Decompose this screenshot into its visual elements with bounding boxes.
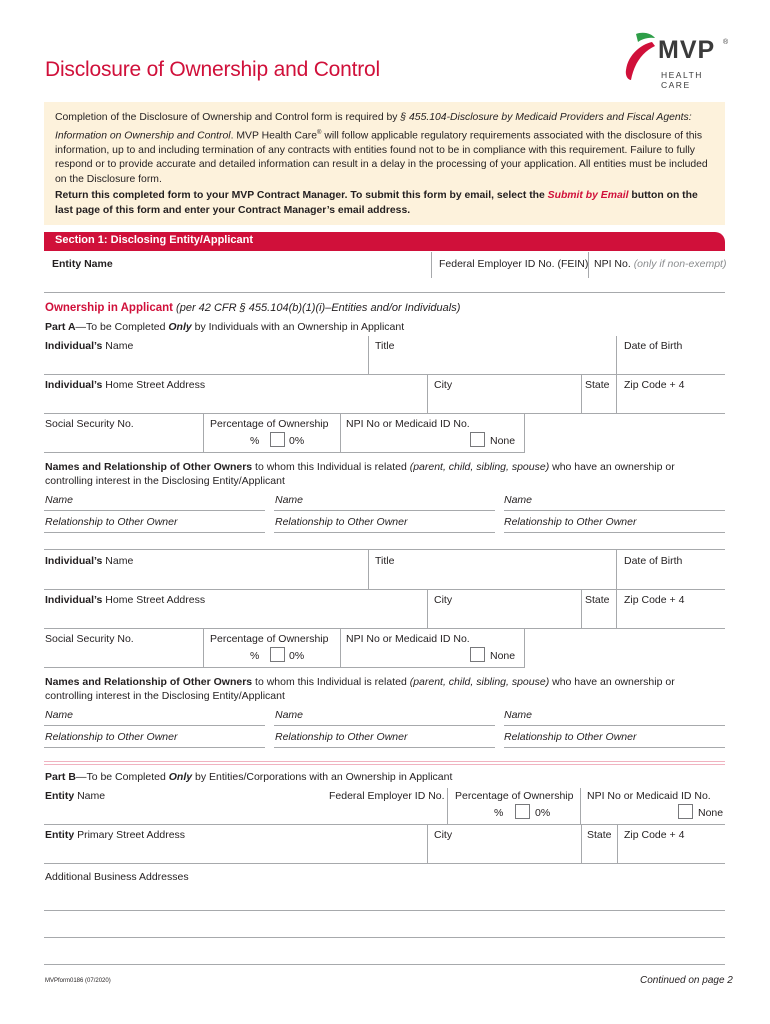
leaf-icon xyxy=(622,30,662,85)
dob-label: Date of Birth xyxy=(624,340,683,352)
entity-pct-ownership-label: Percentage of Ownership xyxy=(455,790,574,802)
home-address-label: Individual’s Home Street Address xyxy=(45,379,206,391)
entity-city-label: City xyxy=(434,829,453,841)
other-owner-name-3: Name xyxy=(504,494,533,506)
npi-label: NPI No. (only if non-exempt) xyxy=(594,258,727,270)
page-title: Disclosure of Ownership and Control xyxy=(45,58,380,81)
ssn-label: Social Security No. xyxy=(45,418,134,430)
pct-ownership-checkbox[interactable] xyxy=(270,647,285,662)
intro-paragraph: Completion of the Disclosure of Ownership and Control form is required by § 455.104-Disclosure by Medicaid Providers and Fiscal Agents: Information on Ownership and Control. MVP Health Care® will follow applicable regulatory requirements associated with the disclosure of this information, up to and including termination of any contracts with entities found not to be in compliance with this requirement. Failure to fully respond or to provide accurate and detailed information can result in a delay in the processing of your application. All entities must be included on the Disclosure form. xyxy=(55,112,708,185)
ownership-heading: Ownership in Applicant (per 42 CFR § 455.104(b)(1)(i)–Entities and/or Individuals) xyxy=(45,302,461,314)
other-owner-name-2: Name xyxy=(275,709,304,721)
npi-medicaid-label: NPI No or Medicaid ID No. xyxy=(346,633,470,645)
other-owner-relationship-2: Relationship to Other Owner xyxy=(275,516,408,528)
section-1-header: Section 1: Disclosing Entity/Applicant xyxy=(44,232,725,251)
zip-label: Zip Code + 4 xyxy=(624,594,685,606)
form-id: MVPform0186 (07/2020) xyxy=(45,978,111,984)
entity-npi-none-label: None xyxy=(698,807,724,819)
entity-pct-sign: % xyxy=(494,807,504,819)
state-label: State xyxy=(585,379,610,391)
individual-name-label: Individual’s Name xyxy=(45,555,134,567)
submit-by-email-link[interactable]: Submit by Email xyxy=(547,190,629,202)
other-owners-instructions: Names and Relationship of Other Owners to whom this Individual is related (parent, child, sibling, spouse) who have an ownership or controlling interest in the Disclosing Entity/Applicant xyxy=(45,461,675,487)
additional-address-line-1[interactable] xyxy=(44,910,725,911)
entity-name-label: Entity Name xyxy=(45,790,106,802)
additional-addresses-label: Additional Business Addresses xyxy=(45,871,189,883)
npi-medicaid-label: NPI No or Medicaid ID No. xyxy=(346,418,470,430)
other-owner-name-1: Name xyxy=(45,494,74,506)
ssn-label: Social Security No. xyxy=(45,633,134,645)
pct-ownership-label: Percentage of Ownership xyxy=(210,418,329,430)
entity-name-label: Entity Name xyxy=(52,258,113,270)
dob-label: Date of Birth xyxy=(624,555,683,567)
home-address-label: Individual’s Home Street Address xyxy=(45,594,206,606)
intro-box xyxy=(44,102,725,225)
individual-name-label: Individual’s Name xyxy=(45,340,134,352)
pct-ownership-label: Percentage of Ownership xyxy=(210,633,329,645)
zip-label: Zip Code + 4 xyxy=(624,379,685,391)
part-a-label: Part A—To be Completed Only by Individuals with an Ownership in Applicant xyxy=(45,321,405,333)
npi-none-label: None xyxy=(490,435,516,447)
other-owner-relationship-1: Relationship to Other Owner xyxy=(45,516,178,528)
pct-ownership-checkbox[interactable] xyxy=(270,432,285,447)
title-label: Title xyxy=(375,340,395,352)
entity-pct-zero: 0% xyxy=(535,807,551,819)
logo-wordmark: MVP xyxy=(658,36,716,64)
other-owner-relationship-3: Relationship to Other Owner xyxy=(504,731,637,743)
entity-npi-medicaid-label: NPI No or Medicaid ID No. xyxy=(587,790,711,802)
continued-note: Continued on page 2 xyxy=(640,975,733,986)
other-owner-relationship-2: Relationship to Other Owner xyxy=(275,731,408,743)
state-label: State xyxy=(585,594,610,606)
part-b-label: Part B—To be Completed Only by Entities/Corporations with an Ownership in Applicant xyxy=(45,771,453,783)
npi-none-checkbox[interactable] xyxy=(470,647,485,662)
entity-fein-label: Federal Employer ID No. xyxy=(329,790,445,802)
logo-registered: ® xyxy=(723,39,729,46)
entity-zip-label: Zip Code + 4 xyxy=(624,829,685,841)
other-owner-name-1: Name xyxy=(45,709,74,721)
logo-subtitle: HEALTH CARE xyxy=(661,70,703,90)
npi-none-label: None xyxy=(490,650,516,662)
pct-sign: % xyxy=(250,650,260,662)
entity-pct-checkbox[interactable] xyxy=(515,804,530,819)
other-owner-relationship-1: Relationship to Other Owner xyxy=(45,731,178,743)
title-label: Title xyxy=(375,555,395,567)
pct-zero: 0% xyxy=(289,435,305,447)
pct-sign: % xyxy=(250,435,260,447)
additional-address-line-2[interactable] xyxy=(44,937,725,938)
npi-none-checkbox[interactable] xyxy=(470,432,485,447)
city-label: City xyxy=(434,379,453,391)
additional-address-line-3[interactable] xyxy=(44,964,725,965)
entity-state-label: State xyxy=(587,829,612,841)
fein-label: Federal Employer ID No. (FEIN) xyxy=(439,258,589,270)
entity-npi-none-checkbox[interactable] xyxy=(678,804,693,819)
other-owner-name-2: Name xyxy=(275,494,304,506)
other-owner-relationship-3: Relationship to Other Owner xyxy=(504,516,637,528)
other-owners-instructions: Names and Relationship of Other Owners to whom this Individual is related (parent, child, sibling, spouse) who have an ownership or controlling interest in the Disclosing Entity/Applicant xyxy=(45,676,675,702)
other-owner-name-3: Name xyxy=(504,709,533,721)
mvp-logo xyxy=(622,30,732,90)
entity-address-label: Entity Primary Street Address xyxy=(45,829,186,841)
pct-zero: 0% xyxy=(289,650,305,662)
city-label: City xyxy=(434,594,453,606)
intro-instructions: Return this completed form to your MVP Contract Manager. To submit this form by email, select the Submit by Email button on the last page of this form and enter your Contract Manager’s email address. xyxy=(55,190,698,217)
